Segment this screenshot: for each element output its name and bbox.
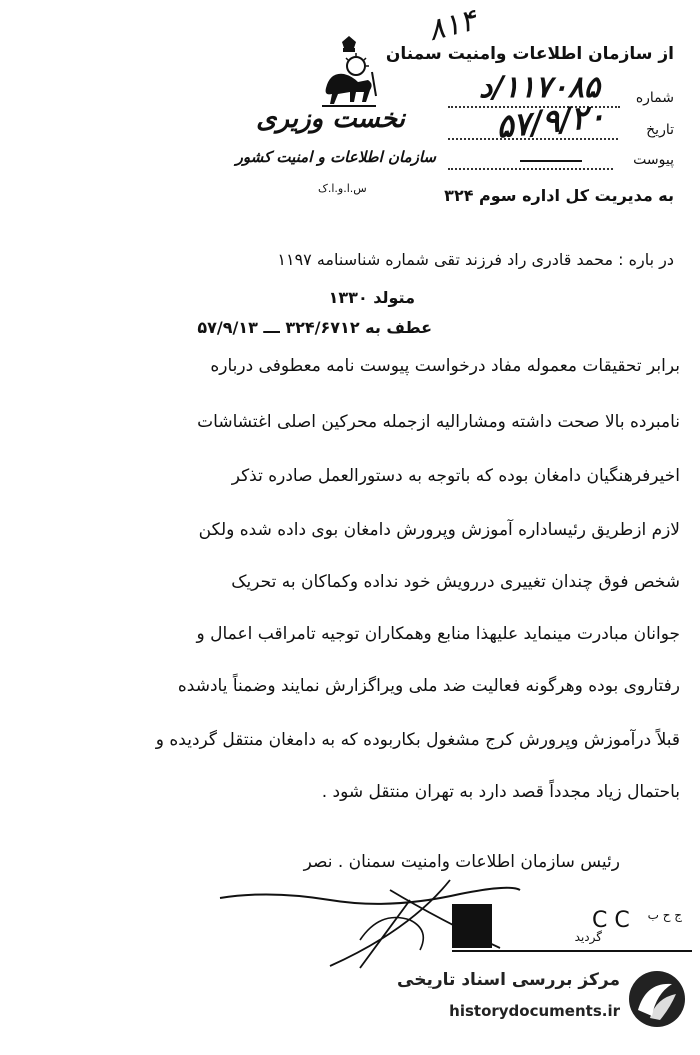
number-value: ۱۱۷۰۸۵/د — [478, 70, 600, 105]
body-line-6: جوانان مبادرت مینماید علیهذا منابع وهمکاران توجیه تامراقب اعمال و — [196, 624, 680, 644]
addressee: به مدیریت کل اداره سوم ۳۲۴ — [444, 186, 674, 205]
number-label: شماره — [635, 90, 674, 106]
date-label: تاریخ — [646, 122, 674, 138]
body-line-1: برابر تحقیقات معموله مفاد درخواست پیوست نامه معطوفی درباره — [210, 356, 680, 376]
logo-subtitle: سازمان اطلاعات و امنیت کشور — [235, 148, 436, 166]
body-line-5: شخص فوق چندان تغییری دررویش خود نداده وکماکان به تحریک — [231, 572, 680, 592]
body-line-8: قبلاً درآموزش وپرورش کرج مشغول بکاربوده که به دامغان منتقل گردیده و — [155, 730, 680, 750]
date-value: ۵۷/۹/۲۰ — [494, 96, 607, 146]
birth-year: متولد ۱۳۳۰ — [328, 288, 415, 307]
corner-handwriting: ۸۱۴ — [424, 2, 480, 49]
stamp-line-1: ج ح ب — [647, 908, 682, 922]
signature-line: رئیس سازمان اطلاعات وامنیت سمنان . نصر — [303, 852, 620, 872]
stamp-marks: C C — [592, 908, 630, 933]
reference-line: عطف به ۳۲۴/۶۷۱۲ ـــ ۵۷/۹/۱۳ — [197, 318, 432, 337]
attachment-dotted-line — [448, 168, 613, 170]
body-line-4: لازم ازطریق رئیساداره آموزش وپرورش دامغان بوی داده شده ولکن — [198, 520, 680, 540]
body-line-2: نامبرده بالا صحت داشته ومشارالیه ازجمله محرکین اصلی اغتشاشات — [197, 412, 680, 432]
sender-organization: از سازمان اطلاعات وامنیت سمنان — [385, 44, 674, 64]
logo-title: نخست وزیری — [256, 104, 405, 134]
stamp-rule — [452, 950, 692, 952]
subject-line: در باره : محمد قادری راد فرزند تقی شماره شناسنامه ۱۱۹۷ — [277, 250, 674, 269]
body-line-9: باحتمال زیاد مجدداً قصد دارد به تهران منتقل شود . — [321, 782, 680, 802]
body-line-3: اخیرفرهنگیان دامغان بوده که باتوجه به دستورالعمل صادره تذکر — [231, 466, 680, 486]
archive-center-name: مرکز بررسی اسناد تاریخی — [397, 970, 620, 990]
stamp-black-block — [452, 904, 492, 948]
lion-and-sun-emblem-icon — [318, 36, 380, 110]
attachment-dash — [520, 160, 582, 162]
stamp-line-2: گردید — [574, 930, 602, 944]
reference-code: س.ا.و.ا.ک — [318, 182, 367, 195]
stamp — [452, 904, 692, 968]
body-line-7: رفتاروی بوده وهرگونه فعالیت ضد ملی ویراگزارش نمایند وضمناً یادشده — [177, 676, 680, 696]
attachment-label: پیوست — [633, 152, 674, 168]
archive-logo-icon — [626, 968, 688, 1030]
archive-website-url: historydocuments.ir — [449, 1002, 620, 1020]
